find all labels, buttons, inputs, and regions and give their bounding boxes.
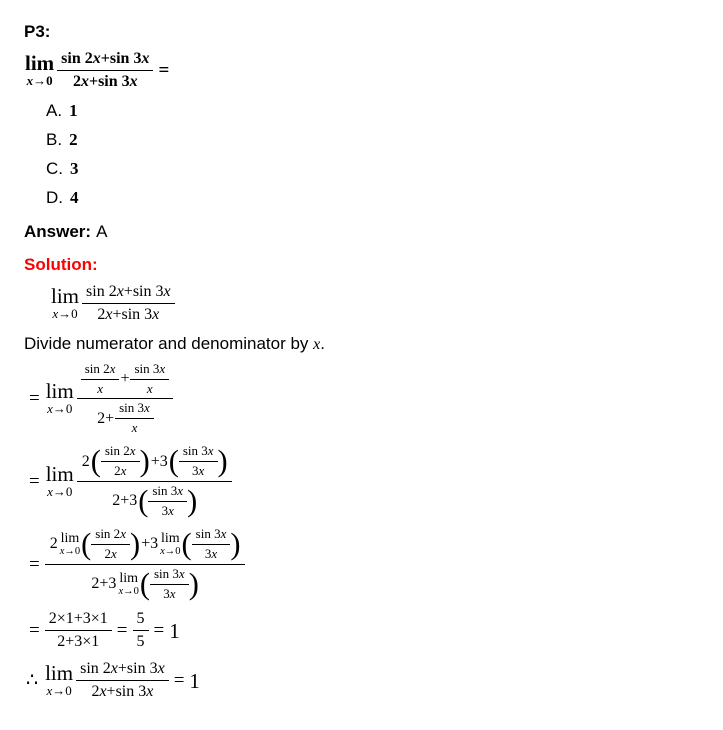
lim-subscript: x→0 <box>26 72 53 88</box>
fraction-denominator: 2x+sin 3x <box>72 73 138 91</box>
problem-label: P3: <box>24 22 51 41</box>
equation-conclusion <box>24 660 713 702</box>
answer-value: A <box>96 221 108 241</box>
fraction-numerator: sin 2x+sin 3x <box>82 283 175 304</box>
therefore-symbol: ∴ <box>26 669 39 691</box>
big-fraction <box>77 444 232 519</box>
equals-sign: = <box>116 619 128 641</box>
equation-step-3 <box>24 527 713 602</box>
lim-word: lim <box>45 660 74 685</box>
lim-subscript: x→0 <box>47 400 73 416</box>
lim-word: lim <box>25 50 55 75</box>
limit-block-small <box>118 572 138 598</box>
five-over-five-fraction <box>133 610 149 652</box>
limit-block <box>45 461 74 500</box>
plus-three: +3 <box>150 452 168 470</box>
lim-subscript: x→0 <box>118 585 139 597</box>
equation-step-2 <box>24 444 713 519</box>
lim-word: lim <box>51 283 80 308</box>
answer-label: Answer: <box>24 221 92 241</box>
result-value: 1 <box>189 668 200 693</box>
fraction-numerator: sin 2x+sin 3x <box>57 50 153 71</box>
lim-subscript: x→0 <box>52 305 78 321</box>
left-paren: ( <box>139 567 150 602</box>
option-value: 2 <box>69 129 78 149</box>
small-denominator: 2x <box>114 463 127 479</box>
small-denominator: x <box>131 420 138 436</box>
left-paren: ( <box>168 444 179 479</box>
lim-word: lim <box>45 378 74 403</box>
small-numerator: sin 3x <box>130 362 169 380</box>
limit-block <box>25 50 55 89</box>
options-list <box>46 101 713 208</box>
small-fraction <box>115 401 154 436</box>
limit-block <box>51 283 80 322</box>
lim-subscript: x→0 <box>59 545 81 557</box>
option-letter: A. <box>46 100 63 120</box>
small-fraction <box>150 567 189 602</box>
small-numerator: sin 3x <box>179 444 218 462</box>
equals-sign: = <box>153 619 165 641</box>
option-row-a <box>46 101 713 121</box>
calc-fraction <box>45 610 112 652</box>
lim-word: lim <box>60 530 80 546</box>
small-numerator: sin 3x <box>148 484 187 502</box>
right-paren: ) <box>139 444 150 479</box>
option-row-b <box>46 130 713 150</box>
small-denominator: 3x <box>204 546 218 561</box>
option-value: 1 <box>69 100 78 120</box>
option-letter: D. <box>46 187 63 207</box>
left-paren: ( <box>81 527 92 562</box>
big-numerator <box>77 362 173 400</box>
instruction-period: . <box>320 333 326 353</box>
lim-subscript: x→0 <box>160 545 181 557</box>
main-fraction <box>57 50 153 92</box>
fraction-numerator: sin 2x+sin 3x <box>76 660 169 681</box>
main-fraction <box>82 283 175 325</box>
big-denominator <box>77 399 173 436</box>
small-numerator: sin 2x <box>91 527 130 545</box>
option-letter: B. <box>46 129 63 149</box>
two-plus-three: 2+3 <box>91 575 117 593</box>
big-numerator <box>45 527 245 565</box>
small-denominator: 3x <box>192 463 205 479</box>
small-fraction <box>192 527 231 562</box>
lim-word: lim <box>45 461 74 486</box>
option-value: 4 <box>70 187 79 207</box>
equals-sign: = <box>29 553 40 575</box>
right-paren: ) <box>230 527 241 562</box>
lim-subscript: x→0 <box>47 483 73 499</box>
right-paren: ) <box>217 444 228 479</box>
small-numerator: sin 2x <box>81 362 120 380</box>
equals-sign: = <box>29 388 40 410</box>
small-denominator: x <box>146 380 153 396</box>
limit-block <box>45 660 74 699</box>
option-value: 3 <box>70 158 79 178</box>
small-denominator: 3x <box>161 503 174 519</box>
limit-block-small <box>160 532 180 558</box>
big-denominator <box>77 482 232 519</box>
coefficient-two: 2 <box>49 535 58 553</box>
right-paren: ) <box>129 527 141 562</box>
solution-label: Solution: <box>24 254 98 274</box>
lim-word: lim <box>161 530 180 546</box>
small-fraction <box>179 444 218 479</box>
fraction-denominator: 2x+sin 3x <box>91 682 154 700</box>
left-paren: ( <box>138 484 149 519</box>
limit-block <box>45 378 74 417</box>
two-plus-three: 2+3 <box>112 492 138 510</box>
left-paren: ( <box>90 444 101 479</box>
option-letter: C. <box>46 158 63 178</box>
five-denominator: 5 <box>136 633 145 651</box>
small-numerator: sin 3x <box>150 567 189 585</box>
small-denominator: 2x <box>104 546 117 561</box>
small-numerator: sin 2x <box>101 444 140 462</box>
small-numerator: sin 3x <box>115 401 154 419</box>
small-fraction <box>101 444 140 479</box>
equals-sign: = <box>29 470 40 492</box>
equals-sign: = <box>173 669 185 691</box>
calc-numerator: 2×1+3×1 <box>45 610 112 631</box>
big-numerator <box>77 444 232 482</box>
limit-block-small <box>60 532 80 558</box>
left-paren: ( <box>181 527 192 562</box>
equation-step-4 <box>24 610 713 652</box>
fraction-denominator: 2x+sin 3x <box>97 306 160 324</box>
instruction-text: Divide numerator and denominator by <box>24 333 314 353</box>
italic-x: x <box>313 335 321 353</box>
option-row-d <box>46 188 713 208</box>
small-denominator: x <box>97 380 103 396</box>
two-plus: 2+ <box>97 409 115 427</box>
divide-instruction <box>24 334 713 354</box>
small-fraction <box>130 362 169 397</box>
small-fraction <box>81 362 120 397</box>
equation-step-1 <box>24 362 713 437</box>
plus-three: +3 <box>141 535 159 553</box>
calc-denominator: 2+3×1 <box>57 633 100 651</box>
lim-word: lim <box>119 570 138 586</box>
right-paren: ) <box>187 484 198 519</box>
solution-equation-restate <box>50 283 713 325</box>
plus-sign: + <box>120 369 130 387</box>
main-fraction <box>76 660 169 702</box>
right-paren: ) <box>188 567 199 602</box>
answer-line <box>24 222 713 242</box>
five-numerator: 5 <box>133 610 149 631</box>
small-fraction <box>148 484 187 519</box>
equals-sign: = <box>29 619 40 641</box>
small-numerator: sin 3x <box>192 527 231 545</box>
big-fraction <box>45 527 245 602</box>
problem-equation <box>24 50 713 92</box>
option-row-c <box>46 159 713 179</box>
big-fraction <box>77 362 173 437</box>
small-fraction <box>91 527 130 562</box>
small-denominator: 3x <box>163 585 176 601</box>
coefficient-two: 2 <box>81 452 90 470</box>
lim-subscript: x→0 <box>46 682 72 698</box>
result-value: 1 <box>169 618 180 643</box>
equals-sign: = <box>158 59 170 81</box>
big-denominator <box>45 565 245 602</box>
